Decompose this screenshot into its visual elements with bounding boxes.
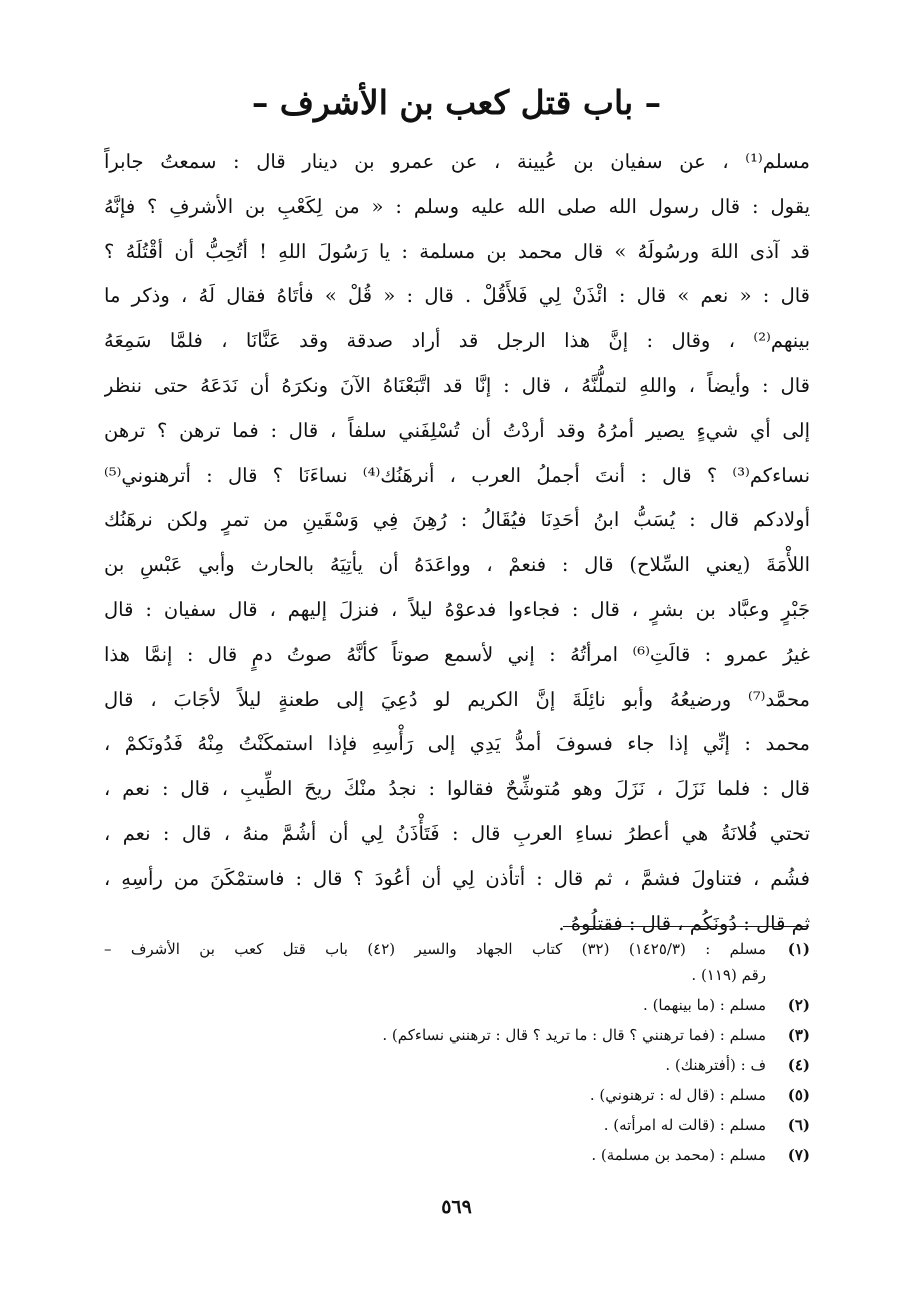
text-line: اللأْمَةَ (يعني السِّلاح) قال : فنعمْ ، وواعَدَهُ أن يأتِيَهُ بالحارث وأبي عَبْسِ بن xyxy=(104,553,810,577)
footnote-number: (٦) xyxy=(787,1116,810,1134)
text-line: قال : « نعم » قال : ائْذَنْ لِي فَلأَقُلْ . قال : « قُلْ » فأتَاهُ فقال لَهُ ، وذكر ما xyxy=(104,284,810,308)
footnote-number: (٣) xyxy=(787,1026,810,1044)
text-line: تحتي فُلانَةُ هي أعطرُ نساءِ العربِ قال : فَتَأْذَنُ لِي أن أشُمَّ منهُ ، قال : نعم ، xyxy=(104,821,810,845)
footnote-text xyxy=(104,936,766,988)
text-line: قد آذى اللهَ ورسُولَهُ » قال محمد بن مسلمة : يا رَسُولَ اللهِ ! أتُحِبُّ أن أقْتُلَهُ ؟ xyxy=(104,239,810,263)
text-line: محمَّد⁽⁷⁾ ورضيعُهُ وأبو نائِلَةَ إنَّ الكريم لو دُعِيَ إلى طعنةٍ ليلاً لأجَابَ ، قال xyxy=(104,687,810,711)
text-line: أولادكم قال : يُسَبُّ ابنُ أحَدِنَا فيُقَالُ : رُهِنَ فِي وَسْقَينِ من تمرٍ ولكن نرهَنُك xyxy=(104,508,810,532)
footnote xyxy=(104,1022,810,1048)
text-line: بينهم⁽²⁾ ، وقال : إنَّ هذا الرجل قد أراد صدقة وقد عَنَّانَا ، فلمَّا سَمِعَهُ xyxy=(104,329,810,353)
page-number: ٥٦٩ xyxy=(441,1196,472,1218)
text-line: قال : فلما نَزَلَ ، نَزَلَ وهو مُتوشِّحٌ فقالوا : نجدُ منْكَ ريحَ الطِّيبِ ، قال : نعم ، xyxy=(104,777,810,801)
text-line: محمد : إنِّي إذا جاء فسوفَ أمدُّ يَدِي إلى رَأْسِهِ فإذا استمكَنْتُ مِنْهُ فَدُونَكمْ ، xyxy=(104,732,810,756)
footnote-line: ف : (أفترهنك) . xyxy=(665,1056,766,1074)
footnote xyxy=(104,992,810,1018)
text-line: قال : وأيضاً ، واللهِ لتملُّنَّهُ ، قال : إنَّا قد اتَّبَعْنَاهُ الآنَ ونكرَهُ أن نَدَعَهُ حتى ننظر xyxy=(104,373,810,397)
text-line: فشُم ، فتناولَ فشمَّ ، ثم قال : أتأذن لِي أن أعُودَ ؟ قال : فاستمْكَنَ من رأسِهِ ، xyxy=(104,866,810,890)
text-line: إلى أي شيءٍ يصير أمرُهُ وقد أردْتُ أن تُسْلِفَني سلفاً ، قال : فما ترهن ؟ ترهن xyxy=(104,418,810,442)
footnote xyxy=(104,936,810,988)
footnote-text xyxy=(104,1052,766,1078)
footnote-line: مسلم : (١٤٢٥/٣) (٣٢) كتاب الجهاد والسير (٤٢) باب قتل كعب بن الأشرف – xyxy=(104,940,766,958)
footnote-separator xyxy=(563,926,809,927)
footnote-line: رقم (١١٩) . xyxy=(691,966,766,984)
footnote-text xyxy=(104,1142,766,1168)
footnote-number: (٤) xyxy=(787,1056,810,1074)
footnote-text xyxy=(104,1082,766,1108)
footnote-number: (٧) xyxy=(787,1146,810,1164)
footnote-number: (٥) xyxy=(787,1086,810,1104)
footnote-text xyxy=(104,1022,766,1048)
footnotes xyxy=(104,936,810,1172)
footnote-text xyxy=(104,1112,766,1138)
footnote-line: مسلم : (محمد بن مسلمة) . xyxy=(591,1146,766,1164)
footnote xyxy=(104,1142,810,1168)
footnote-line: مسلم : (ما بينهما) . xyxy=(643,996,766,1014)
footnote xyxy=(104,1052,810,1078)
footnote-number: (٢) xyxy=(787,996,810,1014)
chapter-title: – باب قتل كعب بن الأشرف – xyxy=(251,83,662,122)
text-line: جَبْرٍ وعبَّاد بن بشرٍ ، قال : فجاءوا فدعوْهُ ليلاً ، فنزلَ إليهم ، قال سفيان : قال xyxy=(104,597,810,621)
footnote-line: مسلم : (قالت له امرأته) . xyxy=(603,1116,766,1134)
footnote-line: مسلم : (فما ترهنني ؟ قال : ما تريد ؟ قال : ترهنني نساءكم) . xyxy=(382,1026,766,1044)
footnote-number: (١) xyxy=(787,940,810,958)
footnote-text xyxy=(104,992,766,1018)
text-line: غيرُ عمرو : قالَتِ⁽⁶⁾ امرأتُهُ : إني لأسمع صوتاً كأنَّهُ صوتُ دمٍ قال : إنمَّا هذا xyxy=(104,642,810,666)
text-line: يقول : قال رسول الله صلى الله عليه وسلم : « من لِكَعْبِ بن الأشرفِ ؟ فإنَّهُ xyxy=(104,194,810,218)
footnote xyxy=(104,1082,810,1108)
text-line: نساءكم⁽³⁾ ؟ قال : أنتَ أجملُ العرب ، أنرهَنُك⁽⁴⁾ نساءَنَا ؟ قال : أترهنوني⁽⁵⁾ xyxy=(104,463,810,487)
footnote-line: مسلم : (قال له : ترهنوني) . xyxy=(589,1086,766,1104)
footnote xyxy=(104,1112,810,1138)
hadith-text xyxy=(104,140,810,946)
text-line: ثم قال : دُونَكُم ، قال : فقتلُوهُ . xyxy=(558,911,810,935)
text-line: مسلم⁽¹⁾ ، عن سفيان بن عُيينة ، عن عمرو بن دينار قال : سمعتُ جابراً xyxy=(104,150,810,173)
